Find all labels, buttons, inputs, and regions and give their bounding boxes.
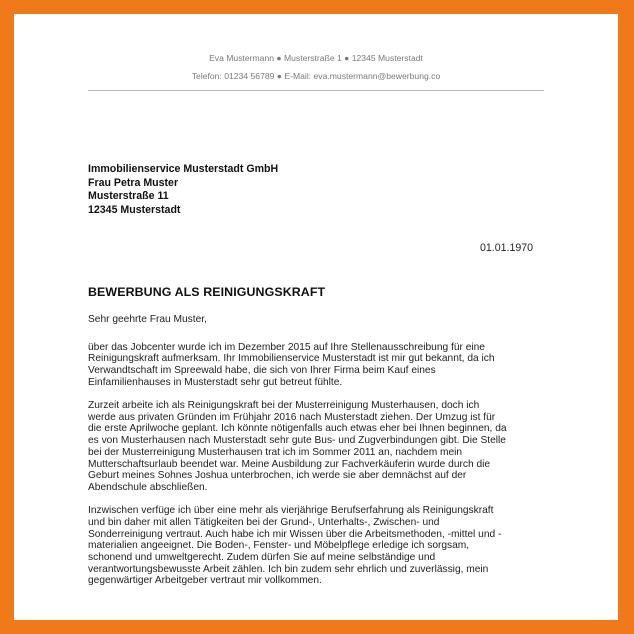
body-line: Einfamilienhauses in Musterstadt sehr gut betreut fühlte.: [88, 376, 343, 388]
body-line: die erste Aprilwoche geplant. Ich könnte nötigenfalls auch etwas eher bei Ihnen beginnen, da: [88, 423, 507, 435]
body-line: und bin daher mit allen Tätigkeiten bei der Grund-, Unterhalts-, Zwischen- und: [88, 516, 440, 528]
letter-subject: BEWERBUNG ALS REINIGUNGSKRAFT: [88, 285, 326, 299]
body-line: Geburt meines Sohnes Joshua unterbrochen, ich werde sie aber demnächst auf der: [88, 470, 467, 482]
recipient-street: Musterstraße 11: [88, 190, 169, 202]
body-line: über das Jobcenter wurde ich im Dezember 2015 auf Ihre Stellenausschreibung für eine: [88, 341, 485, 353]
body-line: Inzwischen verfüge ich über eine mehr als vierjährige Berufserfahrung als Reinigungskraft: [88, 505, 494, 517]
body-line: Mutterschaftsurlaub beendet war. Meine Ausbildung zur Fachverkäuferin wurde durch die: [88, 458, 491, 470]
body-line: es von Musterhausen nach Musterstadt sehr gute Bus- und Zugverbindungen gibt. Die Stelle: [88, 435, 506, 447]
body-line: Reinigungskraft aufmerksam. Ihr Immobilienservice Musterstadt ist mir gut bekannt, da ich: [88, 353, 495, 365]
body-line: gegenwärtiger Arbeitgeber vertraut mir vollkommen.: [88, 575, 322, 587]
letter-date: 01.01.1970: [480, 242, 534, 254]
salutation: Sehr geehrte Frau Muster,: [88, 314, 207, 325]
body-line: Sonderreinigung vertraut. Auch habe ich mir Wissen über die Arbeitsmethoden, -mittel und -: [88, 528, 502, 540]
body-line: Verwandtschaft im Spreewald habe, die sich von Ihrer Firma beim Kauf eines: [88, 365, 436, 377]
body-line: werde aus privaten Gründen im Frühjahr 2016 nach Musterstadt ziehen. Der Umzug ist für: [88, 411, 496, 423]
header-divider: [88, 90, 544, 91]
paragraph-2: [88, 400, 558, 494]
body-line: verantwortungsbewusste Arbeit zählen. Ich bin zudem sehr ehrlich und zuverlässig, mein: [88, 563, 489, 575]
recipient-name: Frau Petra Muster: [88, 176, 179, 189]
body-line: bei der Musterreinigung Musterhausen trat ich im Sommer 2011 an, nachdem mein: [88, 446, 463, 458]
body-line: materialien angeeignet. Die Boden-, Fenster- und Möbelpflege erledige ich sorgsam,: [88, 540, 470, 552]
body-line: Abendschule abschließen.: [88, 481, 208, 493]
letter-page: [14, 14, 618, 620]
letter-body: [88, 314, 558, 599]
sender-address-line: Eva Mustermann ● Musterstraße 1 ● 12345 Musterstadt: [209, 53, 423, 63]
recipient-city: 12345 Musterstadt: [88, 203, 181, 216]
paragraph-3: [88, 505, 558, 587]
sender-contact-line: Telefon: 01234 56789 ● E-Mail: eva.mustermann@bewerbung.co: [191, 71, 441, 81]
recipient-company: Immobilienservice Musterstadt GmbH: [88, 163, 279, 175]
body-line: Zurzeit arbeite ich als Reinigungskraft bei der Musterreinigung Musterhausen, doch ich: [88, 400, 480, 412]
body-line: schonend und umweltgerecht. Zudem dürfen Sie auf meine selbständige und: [88, 551, 436, 563]
paragraph-1: [88, 342, 558, 389]
recipient-address: [88, 163, 278, 217]
